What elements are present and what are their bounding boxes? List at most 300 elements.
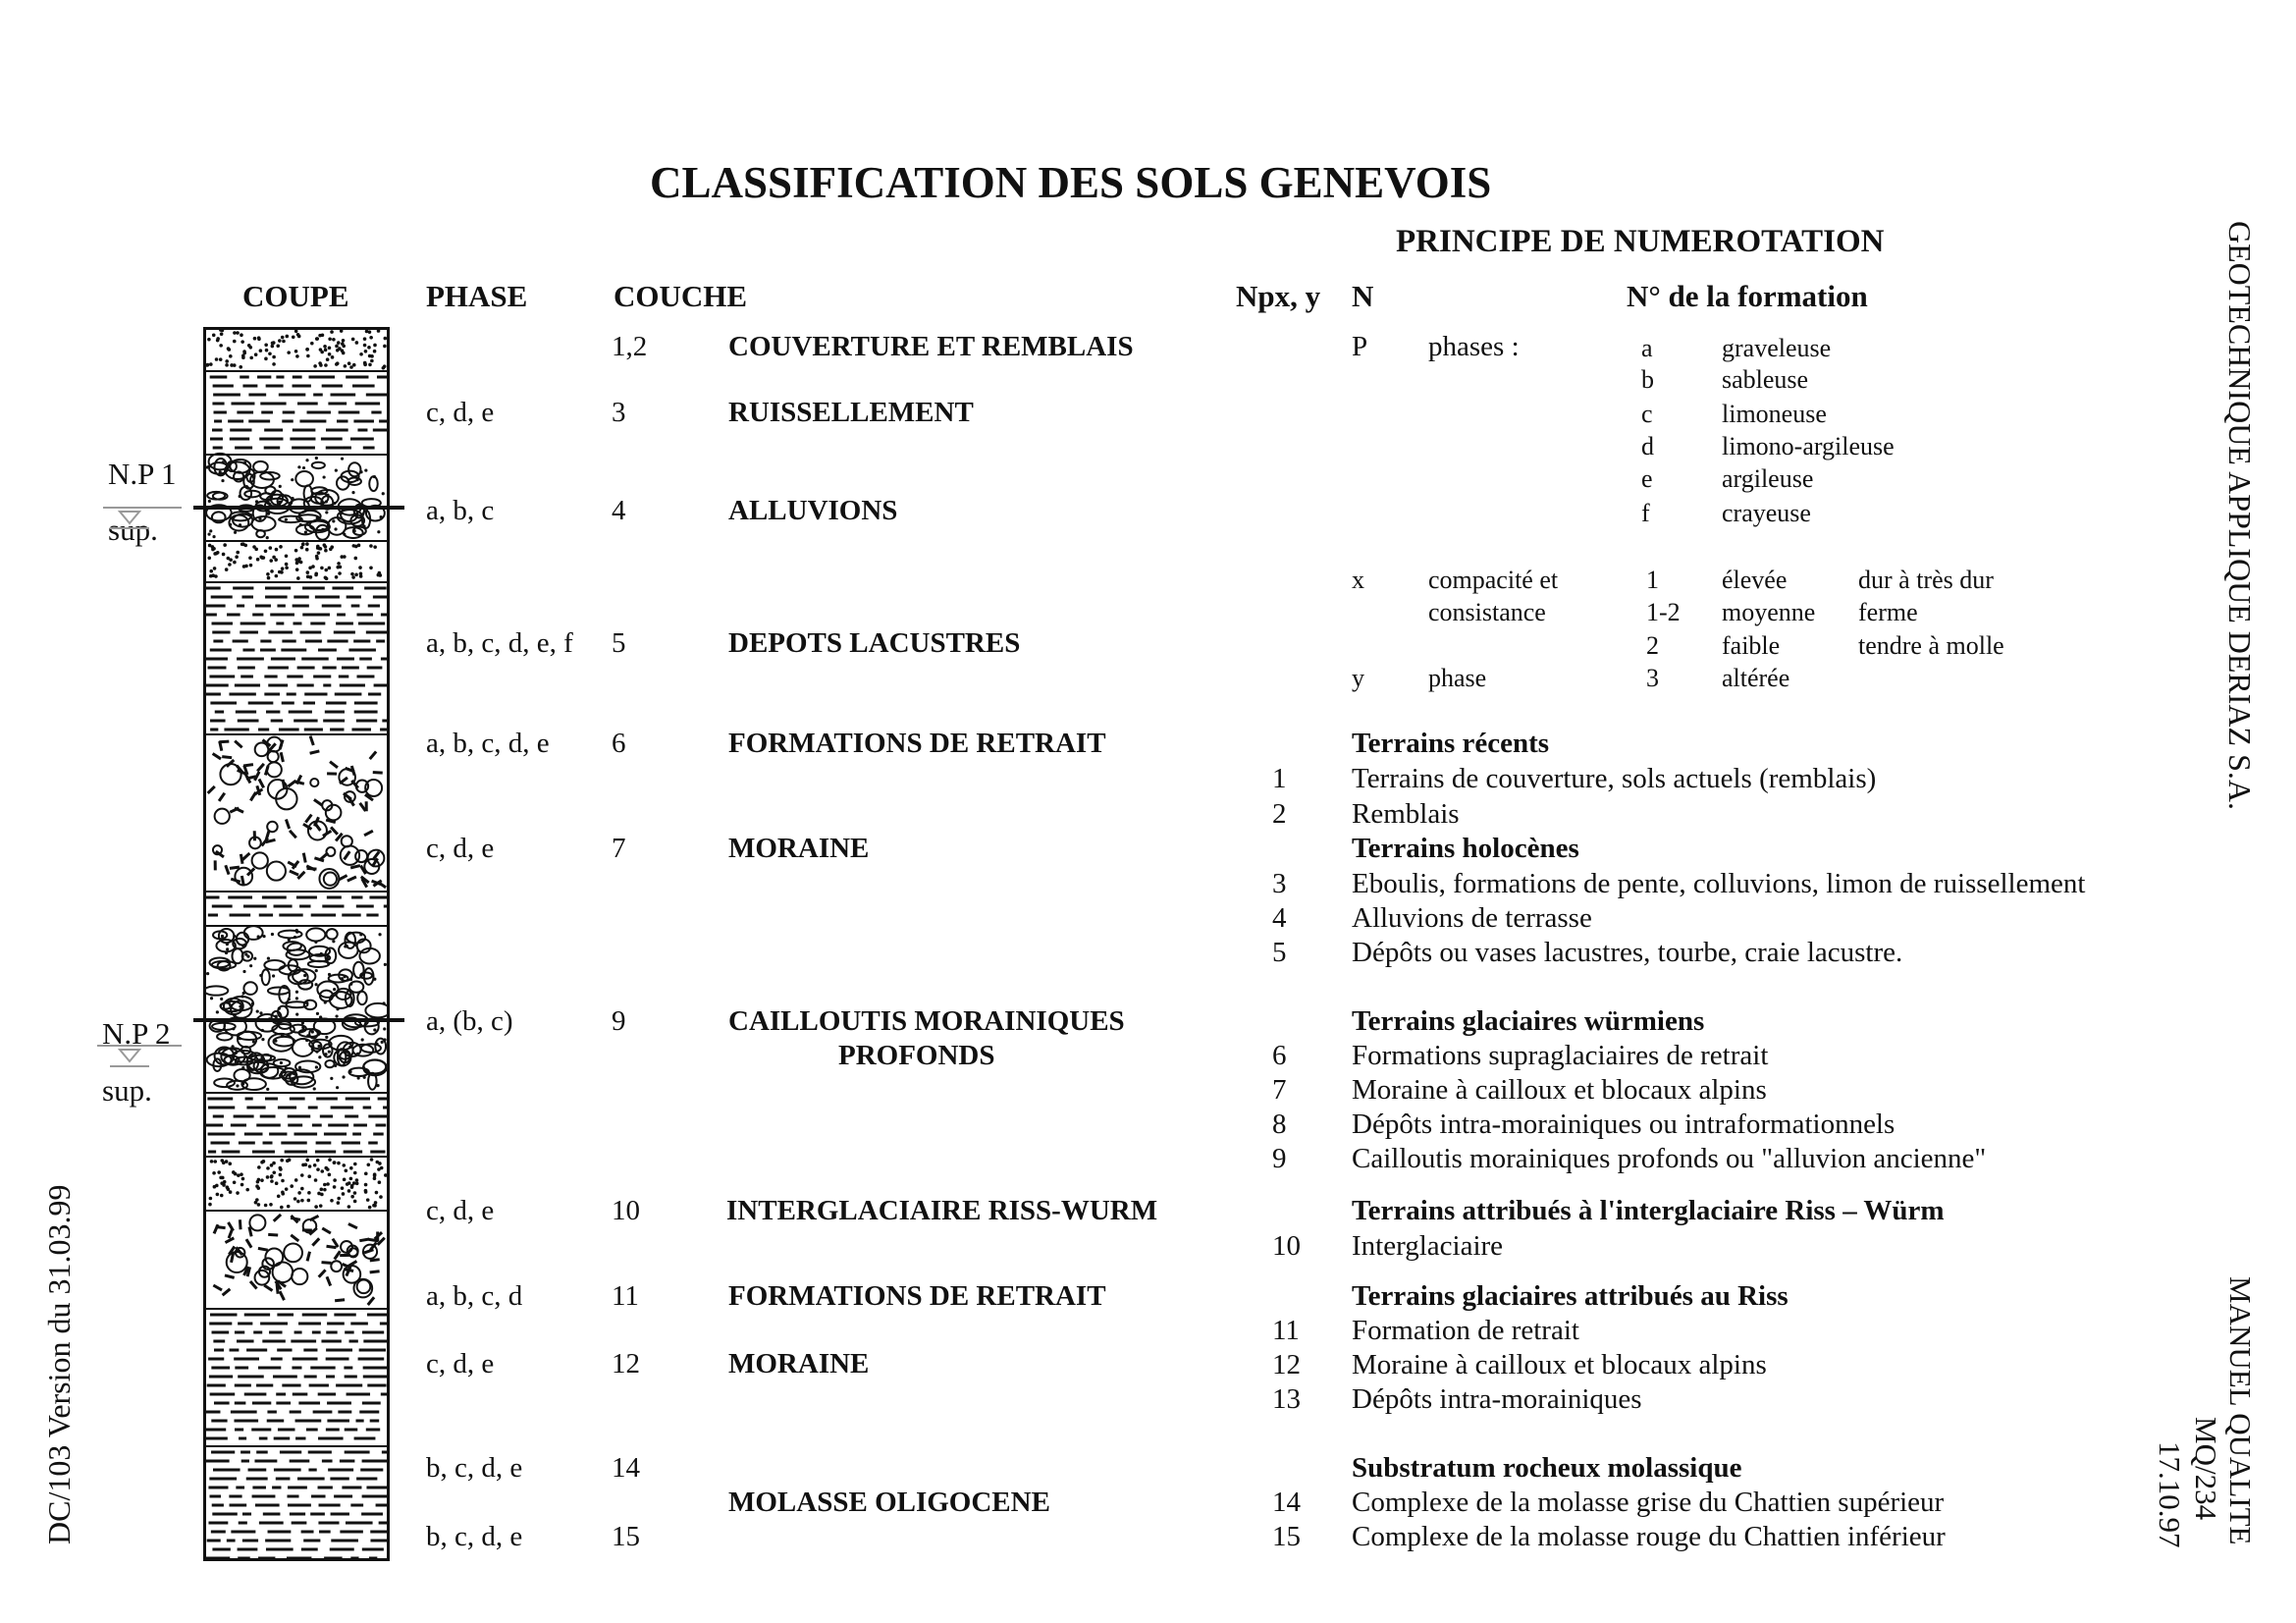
strata-dot xyxy=(294,350,298,353)
formation-text: Formations supraglaciaires de retrait xyxy=(1352,1040,1769,1071)
strata-dot xyxy=(295,929,298,932)
strata-pebble xyxy=(312,462,325,468)
strata-dot xyxy=(294,329,298,333)
strata-clast xyxy=(335,1300,345,1301)
layer-8-phase: c, d, e xyxy=(426,1195,495,1226)
layer-9-name: FORMATIONS DE RETRAIT xyxy=(728,1280,1106,1312)
stratigraphic-column xyxy=(203,327,390,1561)
formation-num: 6 xyxy=(1272,1040,1287,1071)
strata-dot xyxy=(287,1073,290,1076)
strata-dot xyxy=(295,997,298,1000)
compacite-label: moyenne xyxy=(1722,598,1816,626)
strata-dot xyxy=(340,512,343,514)
formation-text: Dépôts intra-morainiques xyxy=(1352,1383,1642,1415)
formation-num: 8 xyxy=(1272,1109,1287,1140)
strata-clast xyxy=(235,808,243,812)
strata-dot xyxy=(355,478,358,481)
layer-9-phase: a, b, c, d xyxy=(426,1280,523,1312)
strata-dot xyxy=(253,957,256,960)
strata-dot xyxy=(249,564,253,568)
header-coupe: COUPE xyxy=(242,279,349,313)
strata-dot xyxy=(294,936,296,939)
formation-group: Terrains récents xyxy=(1352,728,1550,759)
strata-dot xyxy=(357,1076,360,1079)
strata-dot xyxy=(223,1180,227,1184)
compacite-label: faible xyxy=(1722,631,1781,660)
strata-clast xyxy=(229,1229,233,1238)
strata-dot xyxy=(378,933,381,936)
strata-dot xyxy=(353,1171,357,1175)
strata-pebble xyxy=(348,462,360,476)
compacite-label: élevée xyxy=(1722,566,1788,594)
strata-dot xyxy=(380,515,383,518)
header-n: N xyxy=(1352,279,1374,313)
strata-dot xyxy=(229,523,232,526)
strata-dot xyxy=(331,355,335,359)
strata-pebble xyxy=(262,969,270,985)
strata-dot xyxy=(275,1015,278,1018)
phase-code: b xyxy=(1641,365,1654,394)
layer-10-phase: c, d, e xyxy=(426,1348,495,1380)
strata-dot xyxy=(266,1166,270,1170)
strata-dot xyxy=(359,1024,362,1027)
strata-dot xyxy=(328,1158,332,1162)
strata-dot xyxy=(255,1184,259,1188)
header-formation: N° de la formation xyxy=(1627,279,1868,313)
strata-dot xyxy=(305,1159,309,1163)
strata-dot xyxy=(328,567,332,570)
strata-block xyxy=(215,809,230,824)
strata-block xyxy=(324,873,337,886)
strata-dot xyxy=(288,1159,292,1163)
strata-dot xyxy=(242,970,245,973)
strata-dot xyxy=(315,337,319,341)
strata-block xyxy=(284,1243,302,1262)
strata-dot xyxy=(212,547,216,551)
strata-dot xyxy=(295,562,299,566)
strata-dot xyxy=(315,969,318,972)
strata-pebble xyxy=(239,505,254,511)
strata-dot xyxy=(264,357,268,361)
strata-dot xyxy=(298,1066,301,1069)
strata-dot xyxy=(261,1029,264,1032)
phase-label: graveleuse xyxy=(1722,334,1832,362)
strata-dot xyxy=(363,1076,366,1079)
strata-dot xyxy=(241,995,244,998)
strata-dot xyxy=(291,478,294,481)
strata-clast xyxy=(310,751,320,753)
strata-dot xyxy=(373,1177,377,1181)
strata-dot xyxy=(309,1019,312,1022)
strata-dot xyxy=(295,568,299,571)
strata-clast xyxy=(230,867,240,868)
strata-dot xyxy=(315,1065,318,1068)
strata-dot xyxy=(207,556,211,560)
principe-title: PRINCIPE DE NUMEROTATION xyxy=(1396,224,1885,259)
strata-pebble xyxy=(369,476,378,491)
strata-dot xyxy=(281,336,285,340)
strata-dot xyxy=(314,1178,318,1182)
strata-dot xyxy=(332,338,336,342)
strata-dot xyxy=(377,573,381,577)
layer-3-name: ALLUVIONS xyxy=(728,495,898,526)
strata-dot xyxy=(343,533,346,536)
strata-pebble xyxy=(241,1078,266,1090)
strata-dot xyxy=(373,344,377,348)
strata-dot xyxy=(243,461,246,464)
strata-dot xyxy=(239,1037,241,1040)
formation-group: Terrains glaciaires würmiens xyxy=(1352,1005,1705,1037)
formation-num: 13 xyxy=(1272,1383,1301,1415)
strata-dot xyxy=(327,962,330,965)
strata-clast xyxy=(213,1285,222,1290)
strata-dot xyxy=(260,556,264,560)
strata-dot xyxy=(233,331,237,335)
layer-12-phase: b, c, d, e xyxy=(426,1521,523,1552)
strata-dot xyxy=(358,566,362,569)
strata-dot xyxy=(272,1170,276,1174)
layer-4-phase: a, b, c, d, e, f xyxy=(426,627,573,659)
strata-dot xyxy=(228,563,232,567)
strata-dot xyxy=(334,527,337,530)
strata-dot xyxy=(249,514,252,516)
strata-dot xyxy=(279,1074,282,1077)
strata-dot xyxy=(333,1161,337,1164)
strata-dot xyxy=(306,575,310,579)
strata-dot xyxy=(257,1165,261,1169)
strata-dot xyxy=(325,1036,328,1039)
strata-dot xyxy=(236,331,240,335)
strata-dot xyxy=(294,549,298,553)
layer-2-name: RUISSELLEMENT xyxy=(728,397,974,428)
strata-dot xyxy=(248,556,252,560)
strata-dot xyxy=(236,1084,239,1087)
layer-4-name: DEPOTS LACUSTRES xyxy=(728,627,1021,659)
strata-block xyxy=(339,769,355,785)
strata-dot xyxy=(262,935,265,938)
strata-dot xyxy=(324,363,328,367)
strata-dot xyxy=(343,1178,347,1182)
strata-clast xyxy=(213,754,221,759)
strata-dot xyxy=(243,544,247,548)
layer-10-num: 12 xyxy=(612,1348,640,1380)
strata-block xyxy=(326,847,335,856)
strata-dot xyxy=(316,546,320,550)
strata-pebble xyxy=(217,1033,232,1040)
strata-dot xyxy=(324,1053,327,1055)
strata-dot xyxy=(359,352,363,356)
strata-dot xyxy=(229,1190,233,1194)
page-title: CLASSIFICATION DES SOLS GENEVOIS xyxy=(650,158,1492,207)
strata-dot xyxy=(323,1183,327,1187)
formation-num: 5 xyxy=(1272,937,1287,968)
strata-block xyxy=(310,779,318,786)
strata-dot xyxy=(335,469,338,472)
strata-dot xyxy=(225,951,228,954)
strata-clast xyxy=(310,736,313,745)
strata-dot xyxy=(350,572,354,576)
strata-dot xyxy=(285,554,289,558)
formation-num: 11 xyxy=(1272,1315,1300,1346)
strata-dot xyxy=(330,1077,333,1080)
strata-dot xyxy=(223,543,227,547)
strata-dot xyxy=(319,348,323,352)
strata-dot xyxy=(259,974,262,977)
strata-dot xyxy=(362,524,365,527)
strata-dot xyxy=(300,546,304,550)
strata-dot xyxy=(342,352,346,355)
strata-dot xyxy=(328,337,332,341)
strata-dot xyxy=(237,1056,240,1059)
strata-dot xyxy=(336,1007,339,1010)
formation-text: Moraine à cailloux et blocaux alpins xyxy=(1352,1074,1767,1106)
strata-clast xyxy=(305,815,311,823)
strata-dot xyxy=(333,1185,337,1189)
strata-dot xyxy=(225,568,229,571)
strata-dot xyxy=(367,346,371,350)
strata-dot xyxy=(311,565,315,568)
phase-label: limoneuse xyxy=(1722,400,1827,428)
strata-dot xyxy=(285,563,289,567)
strata-dot xyxy=(271,345,275,349)
strata-dot xyxy=(341,342,345,346)
strata-dot xyxy=(272,355,276,359)
strata-dot xyxy=(244,1055,247,1058)
strata-dot xyxy=(361,1038,364,1041)
strata-dot xyxy=(266,1088,269,1091)
strata-dot xyxy=(316,516,319,519)
strata-dot xyxy=(206,465,209,468)
strata-dot xyxy=(297,1191,301,1195)
strata-clast xyxy=(257,764,264,771)
strata-dot xyxy=(347,1205,351,1209)
strata-dot xyxy=(384,337,388,341)
strata-dot xyxy=(320,567,324,570)
strata-dot xyxy=(209,362,213,366)
strata-dot xyxy=(324,575,328,579)
phase-code: d xyxy=(1641,432,1654,460)
strata-dot xyxy=(278,570,282,574)
strata-dot xyxy=(364,1183,368,1187)
strata-pebble xyxy=(214,1078,235,1087)
strata-dot xyxy=(231,1045,234,1048)
strata-dot xyxy=(335,1014,338,1017)
strata-dot xyxy=(296,333,300,337)
strata-dot xyxy=(352,1181,356,1185)
compacite-code: 3 xyxy=(1646,664,1659,692)
strata-dot xyxy=(326,507,329,510)
strata-dot xyxy=(233,561,237,565)
strata-dot xyxy=(219,470,222,473)
strata-dot xyxy=(355,341,359,345)
strata-dot xyxy=(337,341,341,345)
strata-block xyxy=(255,743,269,757)
strata-dot xyxy=(301,1163,305,1167)
formation-group: Terrains glaciaires attribués au Riss xyxy=(1352,1280,1789,1312)
layer-11-phase: b, c, d, e xyxy=(426,1452,523,1484)
strata-dot xyxy=(236,1191,240,1195)
code-x-label-2: consistance xyxy=(1428,598,1546,626)
strata-clast xyxy=(281,752,283,762)
strata-clast xyxy=(274,1215,281,1221)
strata-dot xyxy=(206,363,210,367)
code-y-label: phase xyxy=(1428,664,1487,692)
strata-dot xyxy=(342,1192,346,1196)
strata-clast xyxy=(297,872,304,879)
strata-dot xyxy=(294,558,298,562)
strata-dot xyxy=(253,337,257,341)
strata-clast xyxy=(322,1263,332,1264)
strata-dot xyxy=(368,354,372,358)
strata-dot xyxy=(328,352,332,356)
formation-text: Dépôts intra-morainiques ou intraformationnels xyxy=(1352,1109,1896,1140)
strata-dot xyxy=(214,574,218,578)
strata-dot xyxy=(383,345,387,349)
strata-dot xyxy=(373,545,377,549)
strata-dot xyxy=(334,1064,337,1067)
header-npxy: Npx, y xyxy=(1236,279,1321,313)
strata-dot xyxy=(313,1087,316,1090)
layer-8-num: 10 xyxy=(612,1195,640,1226)
water-level-1-sub: sup. xyxy=(108,513,158,547)
strata-dot xyxy=(342,339,346,343)
strata-dot xyxy=(233,340,237,344)
strata-dot xyxy=(267,576,271,580)
strata-dot xyxy=(241,945,244,947)
strata-dot xyxy=(383,1038,386,1041)
strata-dot xyxy=(355,1178,359,1182)
strata-dot xyxy=(348,1046,351,1049)
strata-dot xyxy=(277,1194,281,1198)
strata-dot xyxy=(291,497,294,500)
strata-dot xyxy=(343,555,347,559)
strata-clast xyxy=(246,1239,251,1248)
water-level-2-label: N.P 2 xyxy=(102,1016,171,1051)
strata-dot xyxy=(363,344,367,348)
strata-dot xyxy=(311,1048,314,1051)
strata-dot xyxy=(212,535,215,538)
strata-dot xyxy=(344,975,347,978)
strata-block xyxy=(252,852,268,868)
phase-label: crayeuse xyxy=(1722,499,1811,527)
strata-clast xyxy=(280,1291,284,1300)
strata-dot xyxy=(212,1171,216,1175)
strata-dot xyxy=(317,1192,321,1196)
formation-text: Complexe de la molasse grise du Chattien supérieur xyxy=(1352,1487,1945,1518)
strata-pebble xyxy=(229,515,248,531)
formation-group: Terrains attribués à l'interglaciaire Riss – Würm xyxy=(1352,1195,1945,1226)
strata-dot xyxy=(281,567,285,570)
strata-dot xyxy=(295,991,298,994)
strata-dot xyxy=(353,1163,357,1166)
manual-ref: MQ/234 xyxy=(2189,1417,2223,1521)
strata-clast xyxy=(214,1224,218,1233)
strata-dot xyxy=(376,1043,379,1046)
strata-dot xyxy=(257,1203,261,1207)
strata-dot xyxy=(275,574,279,578)
strata-pebble xyxy=(304,1001,316,1010)
strata-pebble xyxy=(357,992,366,1004)
strata-dot xyxy=(325,511,328,514)
layer-5-phase: a, b, c, d, e xyxy=(426,728,550,759)
strata-dot xyxy=(229,354,233,358)
strata-clast xyxy=(370,751,376,759)
strata-dot xyxy=(232,1027,235,1030)
strata-dot xyxy=(252,545,256,549)
strata-clast xyxy=(312,1238,319,1245)
strata-dot xyxy=(351,491,354,494)
strata-dot xyxy=(321,333,325,337)
strata-dot xyxy=(359,933,362,936)
layer-6-name: MORAINE xyxy=(728,833,870,864)
strata-clast xyxy=(254,772,259,781)
strata-dot xyxy=(216,1193,220,1197)
strata-dot xyxy=(285,1067,288,1070)
strata-dot xyxy=(292,335,295,339)
strata-dot xyxy=(270,569,274,573)
strata-dot xyxy=(297,465,300,468)
strata-dot xyxy=(381,1041,384,1044)
strata-clast xyxy=(359,1239,369,1241)
formation-num: 2 xyxy=(1272,798,1287,830)
phase-code: f xyxy=(1641,499,1650,527)
strata-dot xyxy=(294,1178,298,1182)
strata-dot xyxy=(239,365,242,369)
strata-pebble xyxy=(264,960,285,970)
strata-pebble xyxy=(353,962,363,978)
strata-dot xyxy=(269,559,273,563)
strata-dot xyxy=(367,1163,371,1166)
strata-pebble xyxy=(253,461,268,472)
strata-dot xyxy=(281,1192,285,1196)
layer-6-num: 7 xyxy=(612,833,626,864)
strata-dot xyxy=(351,575,355,579)
compacite-desc: dur à très dur xyxy=(1858,566,1994,594)
strata-dot xyxy=(299,561,303,565)
strata-dot xyxy=(208,500,211,503)
strata-dot xyxy=(278,501,281,504)
strata-dot xyxy=(337,1162,341,1165)
strata-dot xyxy=(335,575,339,579)
layer-11-name: MOLASSE OLIGOCENE xyxy=(728,1487,1050,1518)
strata-dot xyxy=(267,957,270,960)
strata-dot xyxy=(254,352,258,356)
strata-dot xyxy=(372,1204,376,1208)
strata-dot xyxy=(281,493,284,496)
strata-clast xyxy=(258,1248,268,1250)
strata-dot xyxy=(337,1197,341,1201)
strata-dot xyxy=(271,933,274,936)
strata-dot xyxy=(260,1161,264,1164)
strata-dot xyxy=(278,504,281,507)
strata-dot xyxy=(313,364,317,368)
strata-dot xyxy=(328,973,331,976)
strata-dot xyxy=(337,562,341,566)
strata-pebble xyxy=(325,1060,334,1067)
strata-clast xyxy=(360,803,366,811)
strata-dot xyxy=(349,1177,353,1181)
layer-5-num: 6 xyxy=(612,728,626,759)
strata-dot xyxy=(317,1045,320,1048)
strata-dot xyxy=(363,361,367,365)
strata-dot xyxy=(353,1191,357,1195)
strata-dot xyxy=(364,468,367,471)
strata-dot xyxy=(222,553,226,557)
strata-clast xyxy=(307,1252,309,1262)
strata-clast xyxy=(314,799,322,805)
strata-dot xyxy=(251,1002,254,1005)
formation-num: 4 xyxy=(1272,902,1287,934)
